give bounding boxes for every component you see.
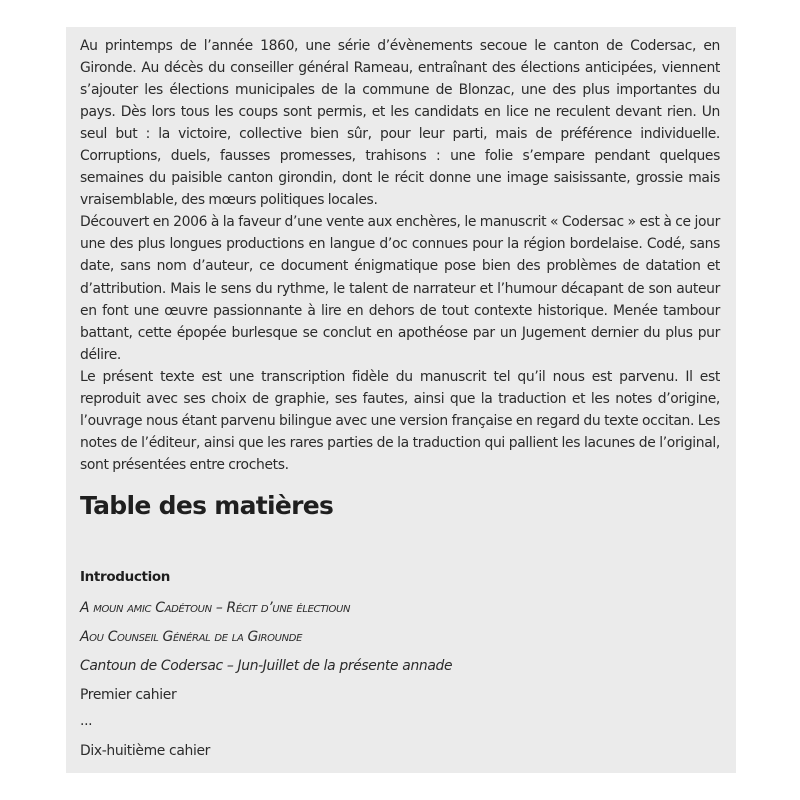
- toc-entry-introduction[interactable]: Introduction: [80, 569, 171, 585]
- toc-entry-recit[interactable]: A moun amic Cadétoun – Récit d’une électioun: [80, 600, 351, 616]
- toc-entry-counseil[interactable]: Aou Counseil Général de la Girounde: [80, 629, 303, 645]
- toc-title: Table des matières: [80, 491, 334, 520]
- introduction-text: [80, 35, 720, 476]
- toc-entry-cantoun[interactable]: Cantoun de Codersac – Jun-Juillet de la présente annade: [80, 658, 453, 674]
- document-page: [66, 27, 736, 773]
- paragraph-context: Au printemps de l’année 1860, une série d’évènements secoue le canton de Codersac, en Gironde. Au décès du conseiller général Rameau, entraînant des élections anticipées, viennent s’ajouter les élections municipales de la commune de Blonzac, une des plus importantes du pays. Dès lors tous les coups sont permis, et les candidats en lice ne reculent devant rien. Un seul but : la victoire, collective bien sûr, pour leur parti, mais de préférence individuelle. Corruptions, duels, fausses promesses, trahisons : une folie s’empare pendant quelques semaines du paisible canton girondin, dont le récit donne une image saisissante, grossie mais vraisemblable, des mœurs politiques locales.: [80, 38, 720, 209]
- paragraph-transcription: Le présent texte est une transcription fidèle du manuscrit tel qu’il nous est parvenu. Il est reproduit avec ses choix de graphie, ses fautes, ainsi que la traduction et les notes d’origine, l’ouvrage nous étant parvenu bilingue avec une version française en regard du texte occitan. Les notes de l’éditeur, ainsi que les rares parties de la traduction qui pallient les lacunes de l’original, sont présentées entre crochets.: [80, 368, 720, 473]
- toc-list: [80, 567, 720, 770]
- toc-entry-premier-cahier[interactable]: Premier cahier: [80, 687, 177, 703]
- toc-entry-dix-huitieme-cahier[interactable]: Dix-huitième cahier: [80, 743, 211, 759]
- toc-entry-ellipsis: ...: [80, 713, 93, 729]
- paragraph-discovery: Découvert en 2006 à la faveur d’une vente aux enchères, le manuscrit « Codersac » est à ce jour une des plus longues productions en langue d’oc connues pour la région bordelaise. Codé, sans date, sans nom d’auteur, ce document énigmatique pose bien des problèmes de datation et d’attribution. Mais le sens du rythme, le talent de narrateur et l’humour décapant de son auteur en font une œuvre passionnante à lire en dehors de tout contexte historique. Menée tambour battant, cette épopée burlesque se conclut en apothéose par un Jugement dernier du plus pur délire.: [80, 214, 720, 363]
